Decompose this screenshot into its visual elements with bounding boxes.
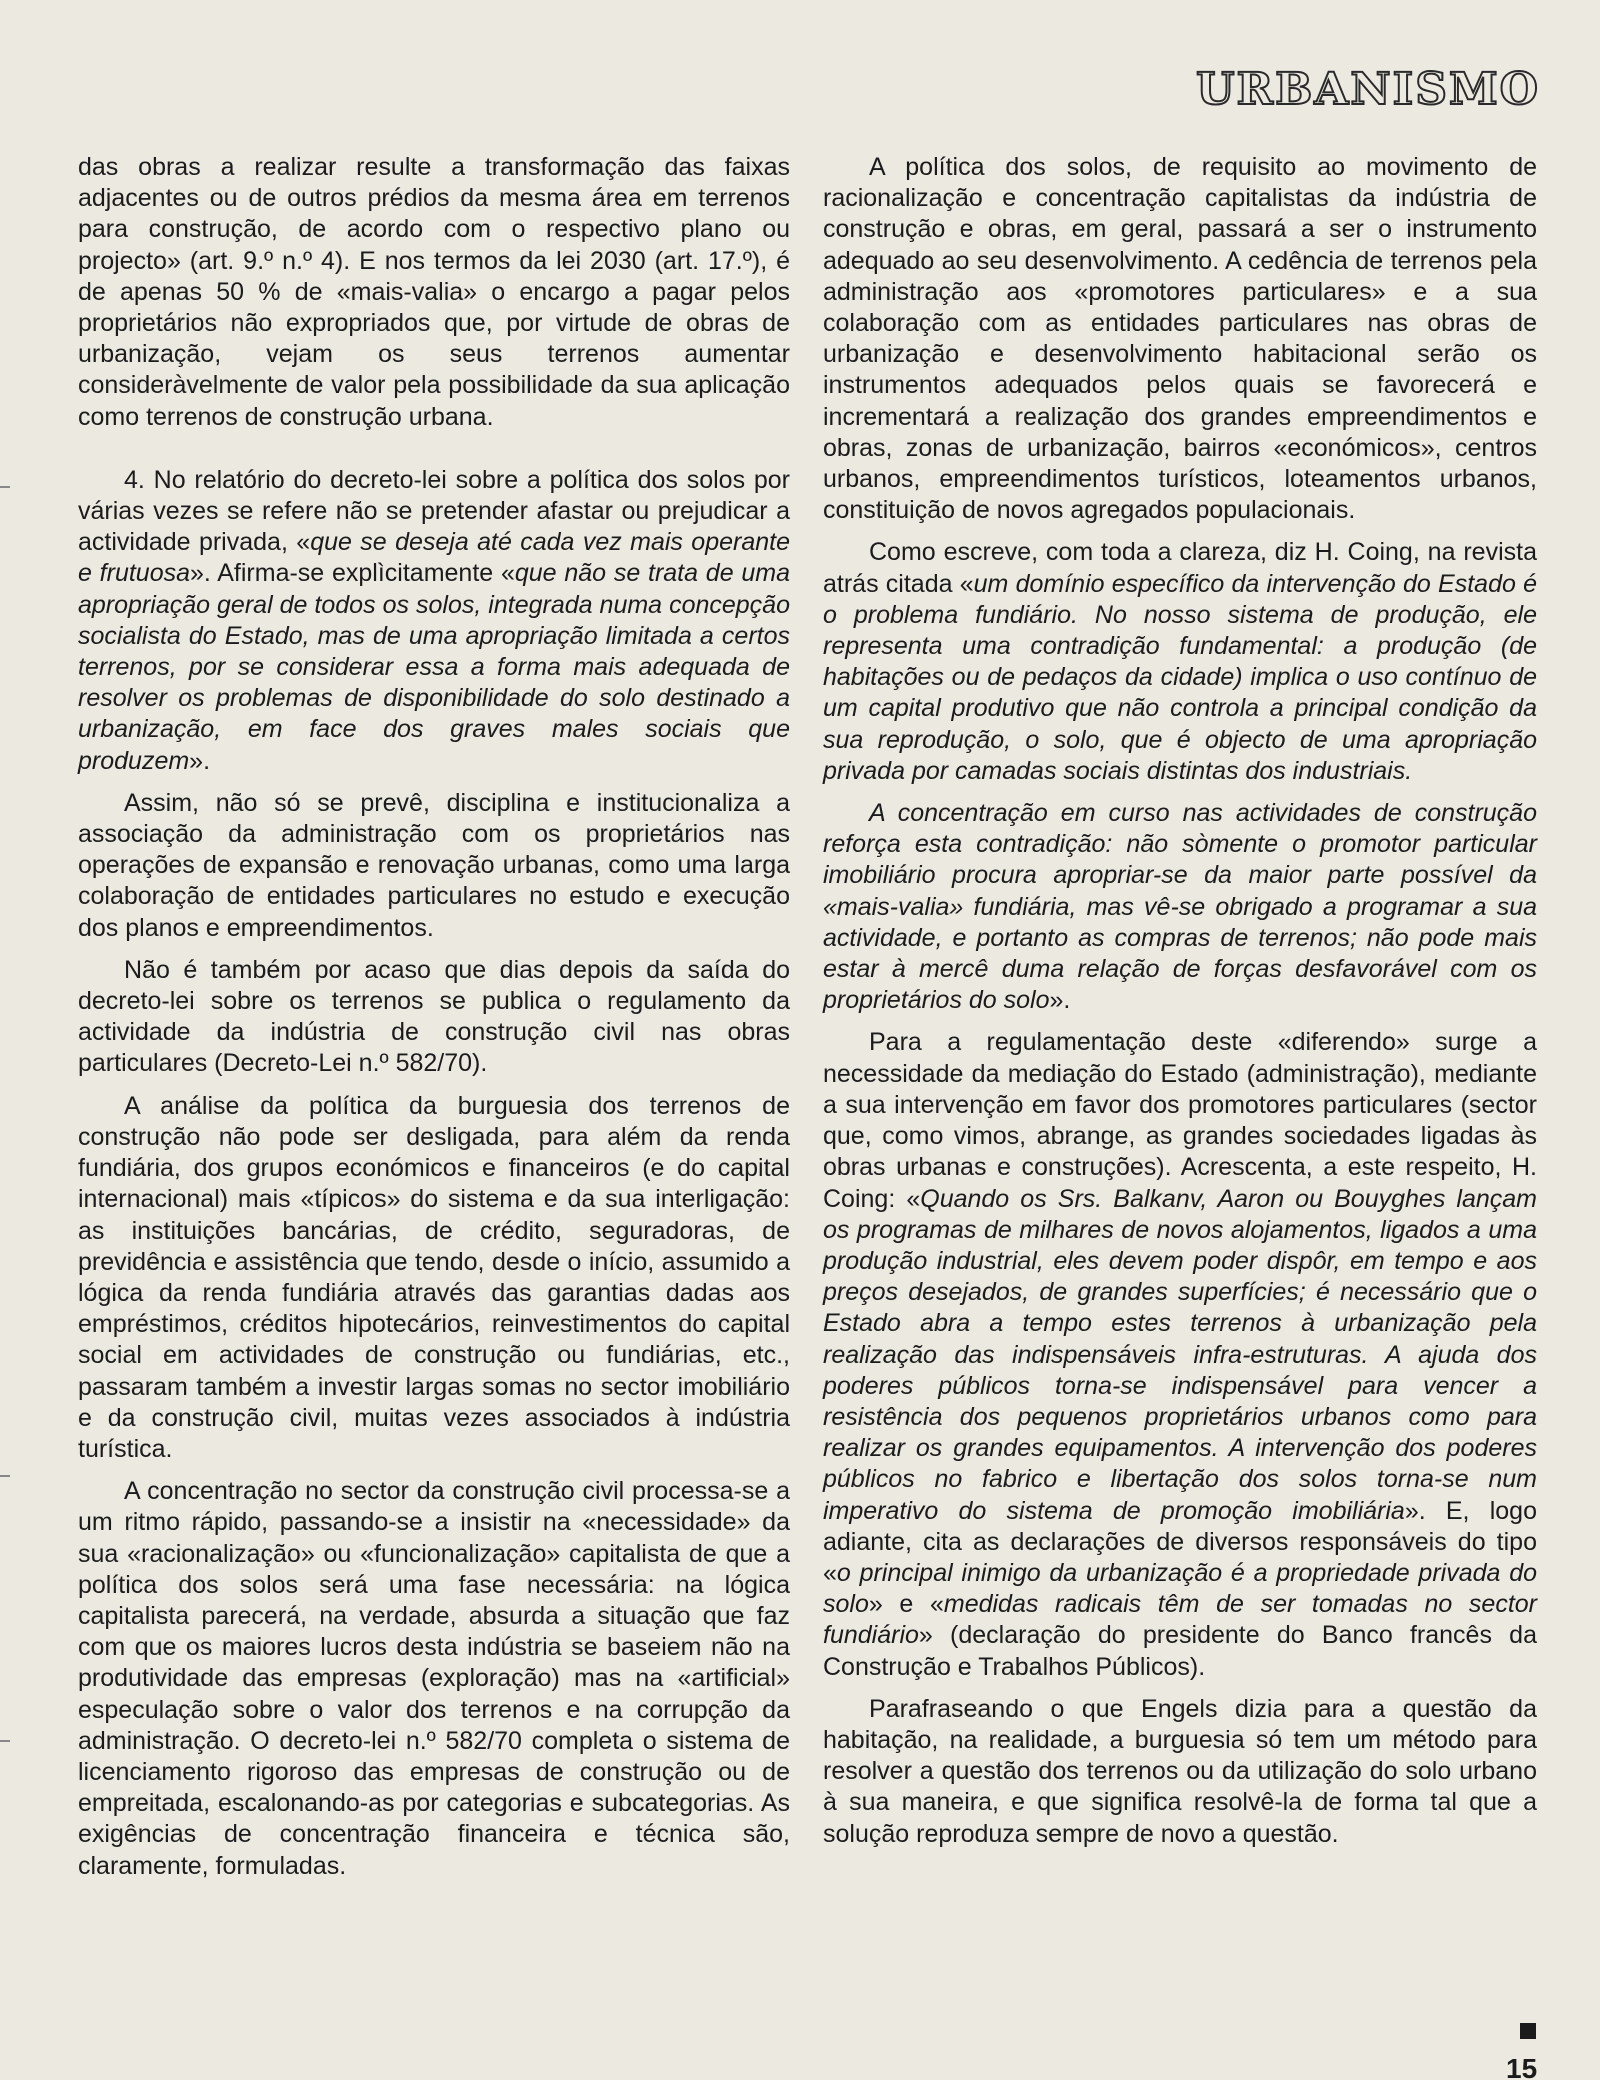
paragraph: A concentração em curso nas actividades de construção reforça esta contradição: não sòmente o promotor particular imobiliário procura apropriar-se da maior parte possível da «mais-valia» fundiária, mas vê-se obrigado a programar a sua actividade, e portanto as compras de terrenos; não pode mais estar à mercê duma relação de forças desfavorável com os proprietários do solo».: [823, 799, 1537, 1015]
paragraph: A concentração no sector da construção civil processa-se a um ritmo rápido, passando-se a insistir na «necessidade» da sua «racionalização» ou «funcionalização» capitalista de que a política dos solos será uma fase necessária: na lógica capitalista parecerá, na verdade, absurda a situação que faz com que os maiores lucros desta indústria se baseiem não na produtividade das empresas (exploração) mas na «artificial» especulação sobre o valor dos terrenos e na corrupção da administração. O decreto-lei n.º 582/70 completa o sistema de licenciamento rigoroso das empresas de construção ou de empreitada, escalonando-as por categorias e subcategorias. As exigências de concentração financeira e técnica são, claramente, formuladas.: [78, 1477, 790, 1880]
paragraph: Como escreve, com toda a clareza, diz H. Coing, na revista atrás citada «um domínio específico da intervenção do Estado é o problema fundiário. No nosso sistema de produção, ele representa uma contradição fundamental: a produção (de habitações ou de pedaços da cidade) implica o uso contínuo de um capital produtivo que não controla a principal condição da sua reprodução, o solo, que é objecto de uma apropriação privada por camadas sociais distintas dos industriais.: [823, 538, 1537, 785]
paragraph: Não é também por acaso que dias depois da saída do decreto-lei sobre os terrenos se publica o regulamento da actividade da indústria de construção civil nas obras particulares (Decreto-Lei n.º 582/70).: [78, 955, 790, 1078]
right-column: [823, 152, 1537, 1861]
paragraph: Para a regulamentação deste «diferendo» surge a necessidade da mediação do Estado (administração), mediante a sua intervenção em favor dos promotores particulares (sector que, como vimos, abrange, as grandes sociedades ligadas às obras urbanas e construções). Acrescenta, a este respeito, H. Coing: «Quando os Srs. Balkanv, Aaron ou Bouyghes lançam os programas de milhares de novos alojamentos, ligados a uma produção industrial, eles devem poder dispôr, em tempo e aos preços desejados, de grandes superfícies; é necessário que o Estado abra a tempo estes terrenos à urbanização pela realização das indispensáveis infra-estruturas. A ajuda dos poderes públicos torna-se indispensável para vencer a resistência dos pequenos proprietários urbanos como para realizar os grandes equipamentos. A intervenção dos poderes públicos no fabrico e libertação dos solos torna-se num imperativo do sistema de promoção imobiliária». E, logo adiante, cita as declarações de diversos responsáveis do tipo «o principal inimigo da urbanização é a propriedade privada do solo» e «medidas radicais têm de ser tomadas no sector fundiário» (declaração do presidente do Banco francês da Construção e Trabalhos Públicos).: [823, 1028, 1537, 1681]
paragraph: A análise da política da burguesia dos terrenos de construção não pode ser desligada, para além da renda fundiária, dos grupos económicos e financeiros (e do capital internacional) mais «típicos» do sistema e da sua interligação: as instituições bancárias, de crédito, seguradoras, de previdência e assistência que tendo, desde o início, assumido a lógica da renda fundiária através das garantias dadas aos empréstimos, créditos hipotecários, reinvestimentos do capital social em actividades de construção ou fundiárias, etc., passaram também a investir largas somas no sector imobiliário e da construção civil, muitas vezes associados à indústria turística.: [78, 1091, 790, 1463]
paragraph: Parafraseando o que Engels dizia para a questão da habitação, na realidade, a burguesia só tem um método para resolver a questão dos terrenos ou da utilização do solo urbano à sua maneira, e que significa resolvê-la de forma tal que a solução reproduza sempre de novo a questão.: [823, 1694, 1537, 1848]
paragraph: Assim, não só se prevê, disciplina e institucionaliza a associação da administração com os proprietários nas operações de expansão e renovação urbanas, como uma larga colaboração de entidades particulares no estudo e execução dos planos e empreendimentos.: [78, 788, 790, 942]
page-number: 15: [1506, 2058, 1538, 2080]
end-of-article-square-icon: [1520, 2023, 1536, 2039]
page-edge-mark: [0, 1475, 10, 1477]
left-column: [78, 152, 790, 1893]
paragraph: A política dos solos, de requisito ao movimento de racionalização e concentração capitalistas da indústria de construção e obras, em geral, passará a ser o instrumento adequado ao seu desenvolvimento. A cedência de terrenos pela administração aos «promotores particulares» e a sua colaboração com as entidades particulares nas obras de urbanização e desenvolvimento habitacional serão os instrumentos adequados pelos quais se favorecerá e incrementará a realização dos grandes empreendimentos e obras, zonas de urbanização, bairros «económicos», centros urbanos, empreendimentos turísticos, loteamentos urbanos, constituição de novos agregados populacionais.: [823, 153, 1537, 525]
paragraph: 4. No relatório do decreto-lei sobre a política dos solos por várias vezes se refere não se pretender afastar ou prejudicar a actividade privada, «que se deseja até cada vez mais operante e frutuosa». Afirma-se explìcitamente «que não se trata de uma apropriação geral de todos os solos, integrada numa concepção socialista do Estado, mas de uma apropriação limitada a certos terrenos, por se considerar essa a forma mais adequada de resolver os problemas de disponibilidade do solo destinado a urbanização, em face dos graves males sociais que produzem».: [78, 465, 790, 775]
page-edge-mark: [0, 1740, 10, 1742]
paragraph: das obras a realizar resulte a transformação das faixas adjacentes ou de outros prédios da mesma área em terrenos para construção, de acordo com o respectivo plano ou projecto» (art. 9.º n.º 4). E nos termos da lei 2030 (art. 17.º), é de apenas 50 % de «mais-valia» o encargo a pagar pelos proprietários não expropriados que, por virtude de obras de urbanização, vejam os seus terrenos aumentar consideràvelmente de valor pela possibilidade da sua aplicação como terrenos de construção urbana.: [78, 153, 790, 431]
page-edge-mark: [0, 486, 10, 488]
section-header: URBANISMO: [1196, 64, 1540, 115]
